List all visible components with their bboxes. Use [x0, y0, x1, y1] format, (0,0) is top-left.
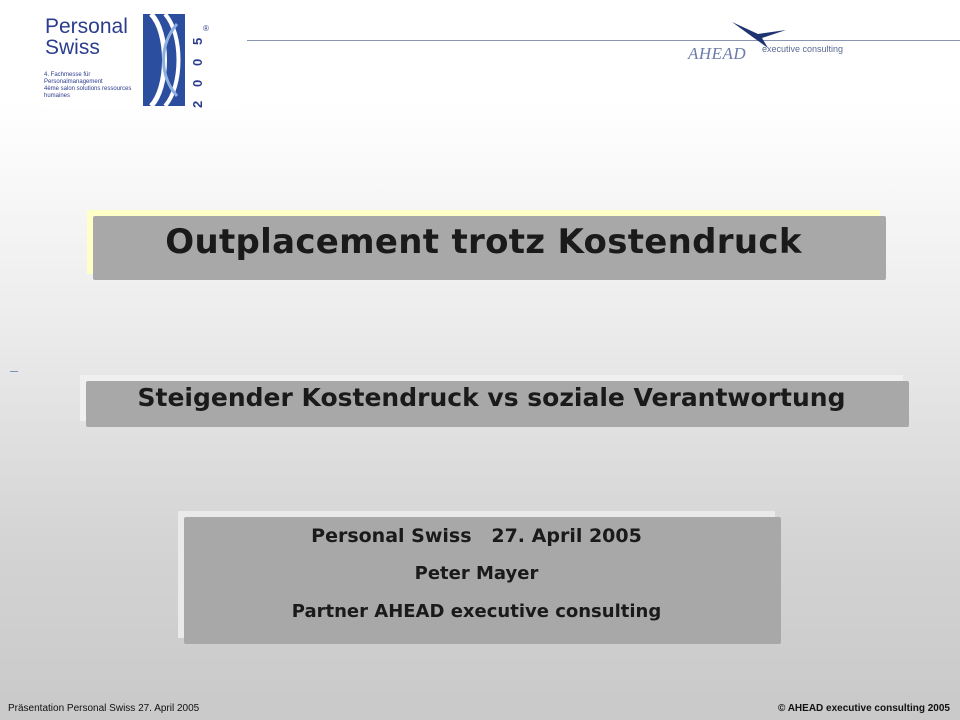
- ahead-wordmark: AHEAD: [688, 44, 747, 63]
- info-box: [178, 511, 775, 638]
- logo-year-digit: 0: [190, 79, 205, 87]
- ahead-tagline: executive consulting: [762, 44, 844, 54]
- logo-year-digit: 0: [190, 58, 205, 66]
- slide-subtitle: Steigender Kostendruck vs soziale Verantwortung: [80, 375, 903, 421]
- presenter-role: Partner AHEAD executive consulting: [291, 601, 662, 622]
- registered-mark: ®: [203, 24, 209, 33]
- logo-name: Personal Swiss: [45, 15, 128, 59]
- divider: [10, 371, 18, 372]
- logo-subtitle: [44, 72, 148, 100]
- slide-title: Outplacement trotz Kostendruck: [87, 210, 880, 274]
- personal-swiss-logo: [41, 14, 241, 108]
- logo-subtitle-de: 4. Fachmesse für Personalmanagement: [44, 72, 103, 85]
- event-line: Personal Swiss 27. April 2005: [311, 525, 642, 547]
- logo-year: [187, 24, 205, 108]
- presenter-name: Peter Mayer: [414, 563, 539, 584]
- logo-subtitle-fr: 4ème salon solutions ressources humaines: [44, 86, 132, 99]
- footer-left: Präsentation Personal Swiss 27. April 2005: [8, 703, 200, 714]
- ahead-logo: [688, 20, 858, 66]
- logo-year-digit: 5: [190, 37, 205, 45]
- logo-year-digit: 2: [190, 100, 205, 108]
- footer-copyright: © AHEAD executive consulting 2005: [777, 703, 950, 714]
